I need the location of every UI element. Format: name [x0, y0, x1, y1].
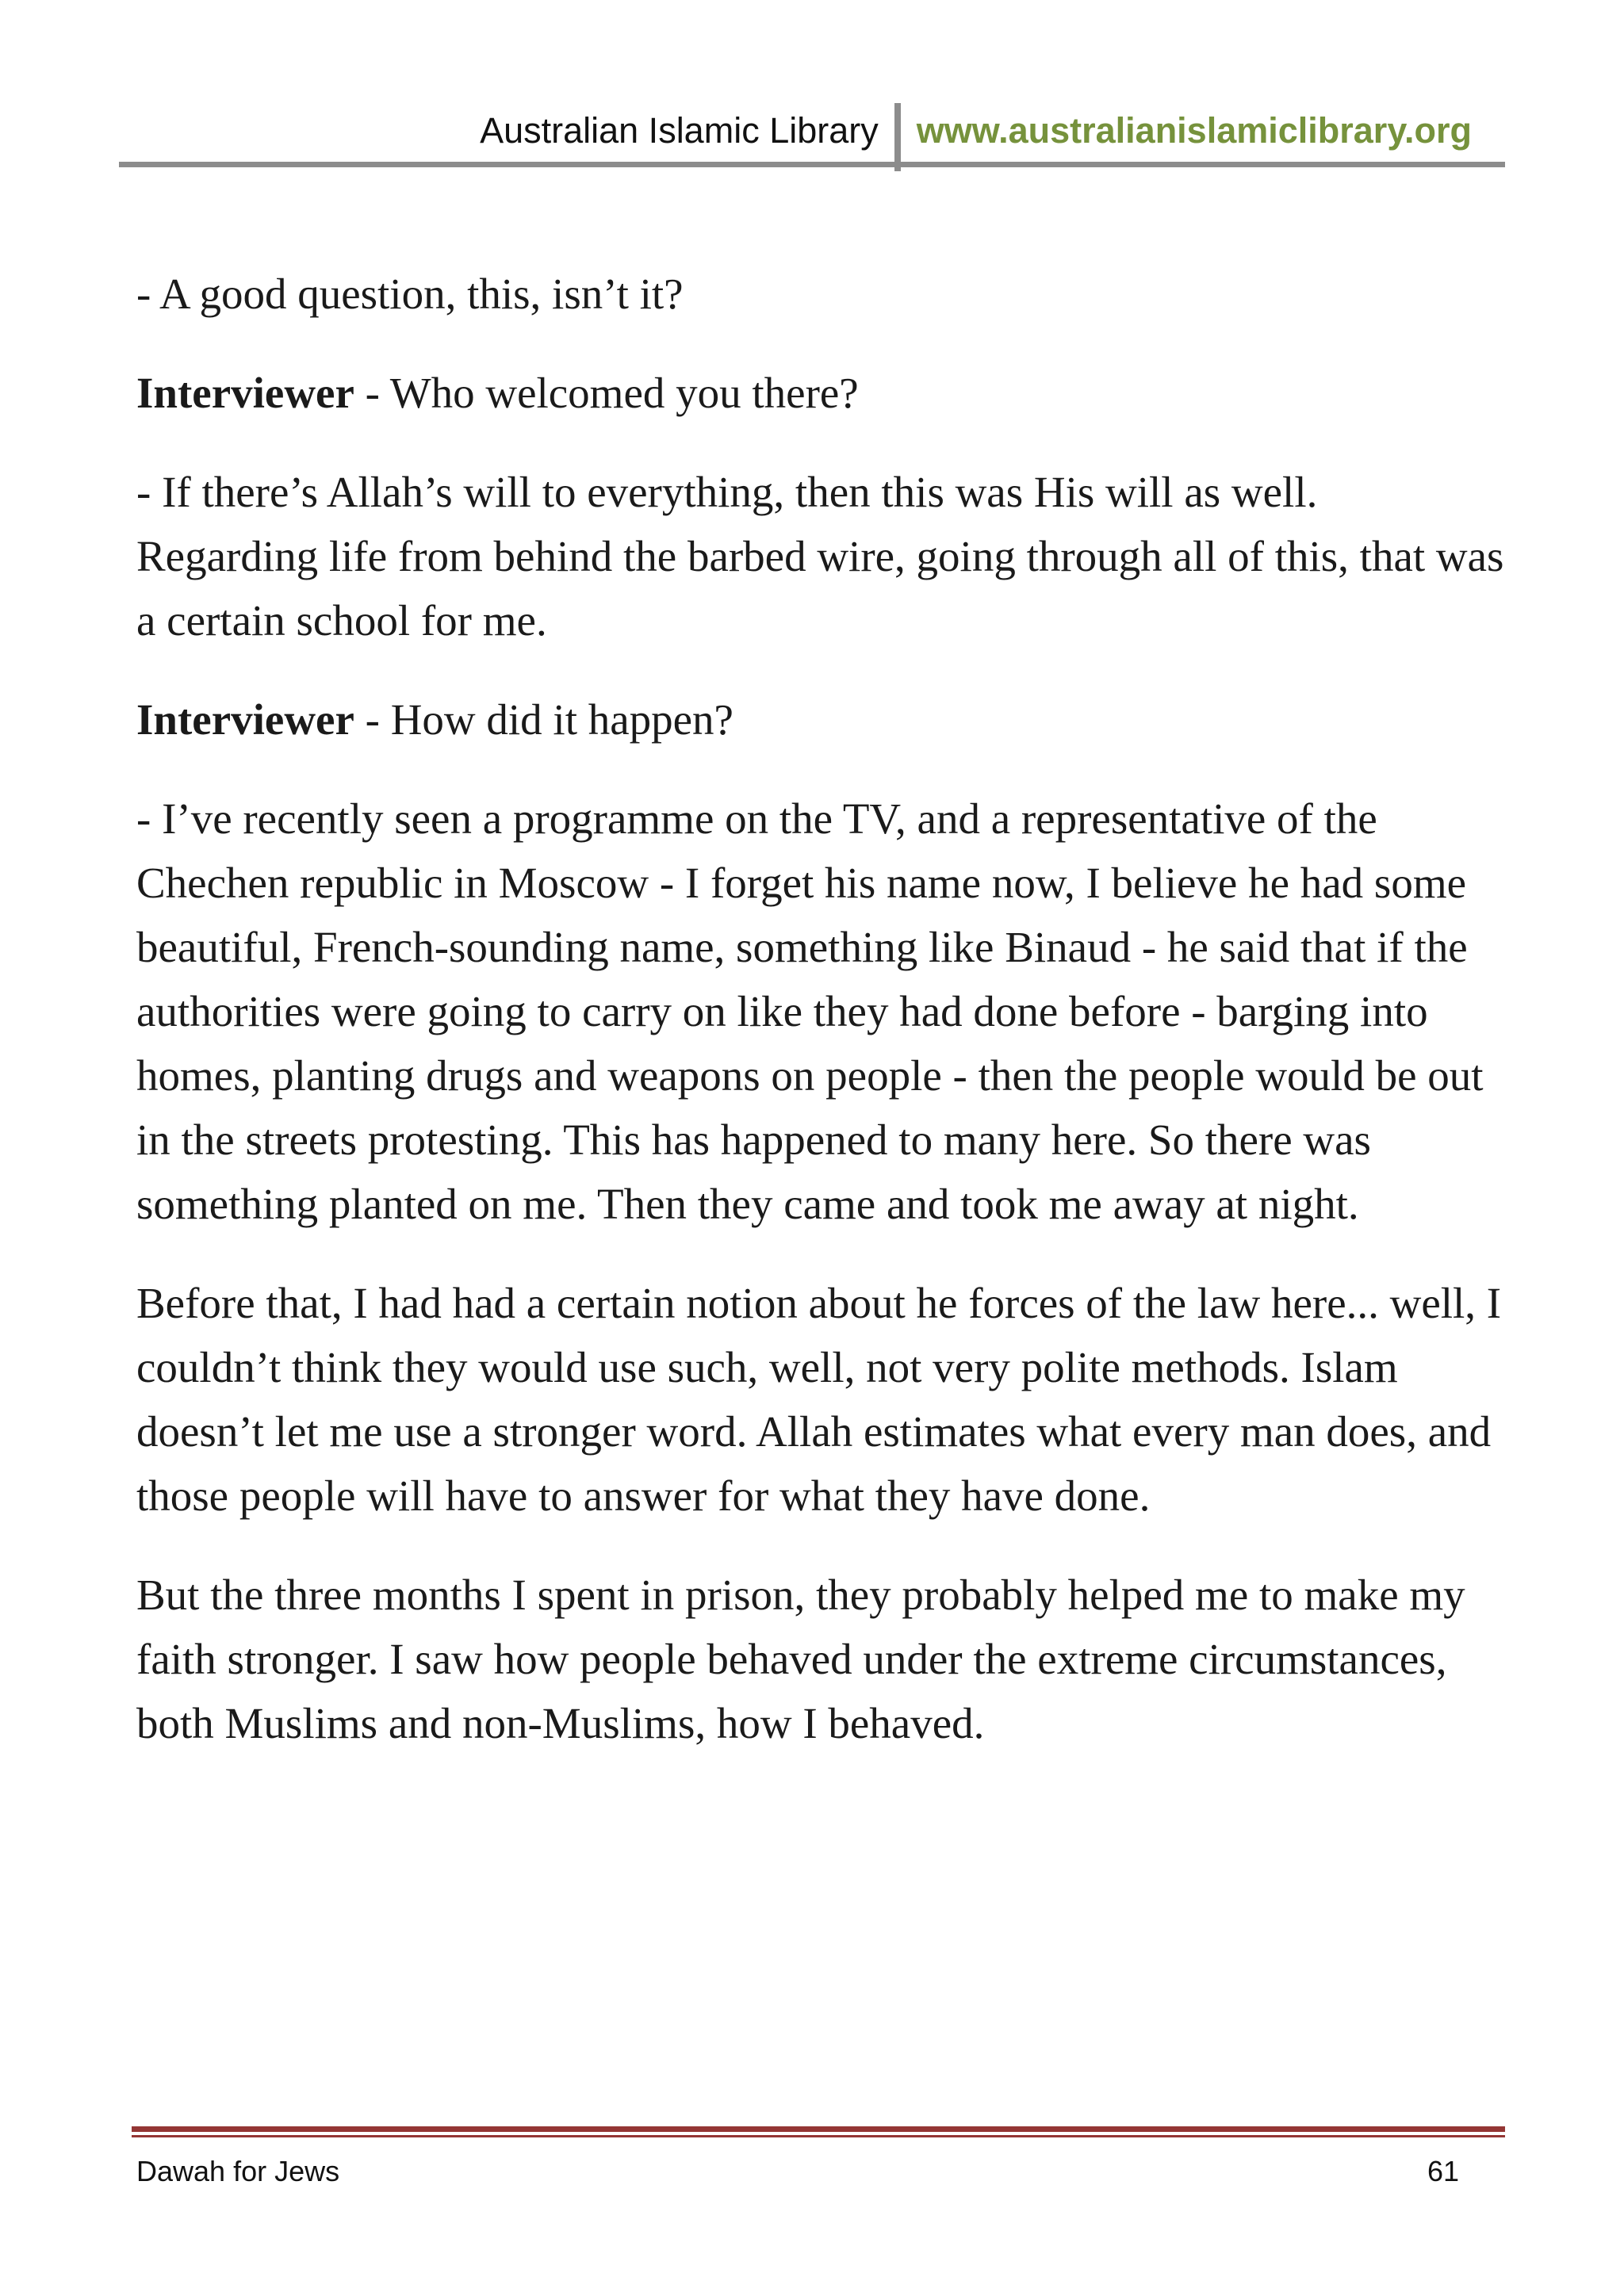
paragraph-5	[136, 786, 1508, 1236]
header-row	[480, 103, 1472, 159]
footer-rule-thick	[132, 2126, 1505, 2132]
speaker-label: Interviewer	[136, 695, 354, 744]
paragraph-4	[136, 687, 1508, 752]
header-rule	[119, 162, 1505, 167]
paragraph-text: - Who welcomed you there?	[354, 369, 859, 417]
paragraph-2	[136, 361, 1508, 425]
page-header	[119, 89, 1505, 168]
body-text	[136, 262, 1508, 1790]
paragraph-text: - A good question, this, isn’t it?	[136, 270, 684, 318]
page-number: 61	[1427, 2155, 1459, 2187]
page-footer	[132, 2126, 1505, 2198]
paragraph-text: Before that, I had had a certain notion about he forces of the law here... well, I couldn’t think they would use such, well, not very polite methods. Islam doesn’t let me use a stronger word. Allah estimates what every man does, and those people will have to answer for what they have done.	[136, 1279, 1502, 1520]
paragraph-text: - How did it happen?	[354, 695, 733, 744]
paragraph-text: But the three months I spent in prison, they probably helped me to make my faith stronger. I saw how people behaved under the extreme circumstances, both Muslims and non-Muslims, how I behaved.	[136, 1571, 1465, 1747]
footer-book-title: Dawah for Jews	[136, 2155, 340, 2187]
paragraph-text: - If there’s Allah’s will to everything, then this was His will as well. Regarding life from behind the barbed wire, going through all of this, that was a certain school for me.	[136, 468, 1504, 645]
paragraph-text: - I’ve recently seen a programme on the TV, and a representative of the Chechen republic in Moscow - I forget his name now, I believe he had some beautiful, French-sounding name, something like Binaud - he said that if the authorities were going to carry on like they had done before - barging into homes, planting drugs and weapons on people - then the people would be out in the streets protesting. This has happened to many here. So there was something planted on me. Then they came and took me away at night.	[136, 794, 1484, 1228]
header-library-name: Australian Islamic Library	[480, 110, 879, 151]
footer-rule-thin	[132, 2135, 1505, 2137]
paragraph-6	[136, 1271, 1508, 1528]
paragraph-1	[136, 262, 1508, 326]
header-website-link[interactable]: www.australianislamiclibrary.org	[916, 110, 1472, 151]
paragraph-7	[136, 1563, 1508, 1755]
paragraph-3	[136, 460, 1508, 652]
speaker-label: Interviewer	[136, 369, 354, 417]
